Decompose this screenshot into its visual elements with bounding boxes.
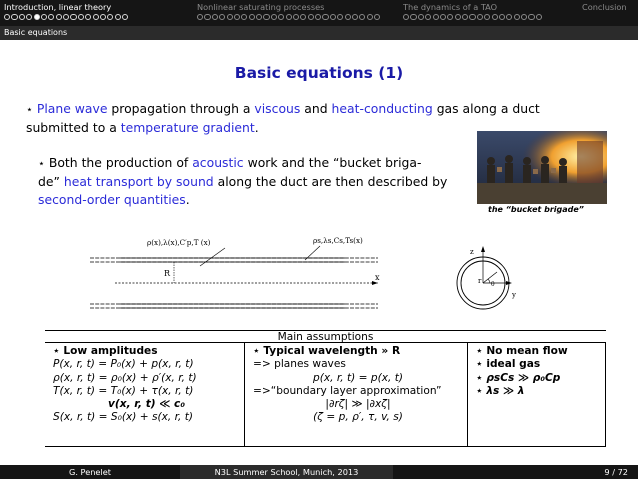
term-viscous: viscous [254, 101, 301, 116]
x-axis [115, 281, 378, 285]
nav-frame-dot[interactable] [315, 14, 321, 20]
nav-frame-dot[interactable] [322, 14, 328, 20]
nav-frame-dot[interactable] [4, 14, 10, 20]
y-axis-label: y [512, 291, 516, 299]
nav-frame-dot[interactable] [34, 14, 40, 20]
nav-frame-dot[interactable] [345, 14, 351, 20]
nav-frame-dot[interactable] [492, 14, 498, 20]
nav-frame-dot[interactable] [263, 14, 269, 20]
nav-frame-dot[interactable] [300, 14, 306, 20]
equation-temperature: T(x, r, t) = T₀(x) + τ(x, r, t) [53, 384, 194, 397]
equation-velocity: v(x, r, t) ≪ c₀ [108, 398, 185, 411]
assumption-conductivity: ⋆ λs ≫ λ [476, 384, 525, 397]
nav-frame-dot[interactable] [115, 14, 121, 20]
footer-page-number[interactable]: 9 / 72 [393, 465, 638, 479]
nav-frame-dot[interactable] [462, 14, 468, 20]
nav-frame-dot[interactable] [403, 14, 409, 20]
equation-zeta-definition: (ζ = p, ρ′, τ, v, s) [313, 411, 403, 424]
nav-frame-dot[interactable] [469, 14, 475, 20]
nav-frame-dot[interactable] [536, 14, 542, 20]
bullet-star-icon: ⋆ [26, 103, 33, 116]
assumption-heading-low-amplitudes: ⋆ Low amplitudes [53, 345, 158, 357]
assumptions-col-amplitudes [45, 343, 245, 446]
term-acoustic: acoustic [192, 155, 244, 170]
assumptions-title: Main assumptions [45, 330, 606, 343]
nav-frame-dot[interactable] [48, 14, 54, 20]
nav-frame-dots-introduction[interactable] [4, 14, 128, 23]
nav-frame-dot[interactable] [477, 14, 483, 20]
r-label: r [478, 277, 482, 285]
nav-frame-dot[interactable] [219, 14, 225, 20]
nav-frame-dot[interactable] [499, 14, 505, 20]
gas-properties-label: ρ(x),λ(x),C′p,T (x) [147, 238, 211, 247]
nav-frame-dot[interactable] [506, 14, 512, 20]
nav-frame-dot[interactable] [374, 14, 380, 20]
nav-frame-dot[interactable] [93, 14, 99, 20]
duct-cross-section [457, 246, 512, 309]
nav-frame-dot[interactable] [241, 14, 247, 20]
assumption-no-mean-flow: ⋆ No mean flow [476, 345, 568, 357]
equation-density: ρ(x, r, t) = ρ₀(x) + ρ′(x, r, t) [53, 371, 197, 384]
nav-section-introduction[interactable]: Introduction, linear theory [4, 2, 112, 12]
nav-frame-dot[interactable] [367, 14, 373, 20]
nav-frame-dot[interactable] [278, 14, 284, 20]
nav-section-nonlinear[interactable]: Nonlinear saturating processes [197, 2, 325, 12]
term-second-order: second-order quantities [38, 192, 186, 207]
nav-frame-dot[interactable] [308, 14, 314, 20]
nav-frame-dot[interactable] [227, 14, 233, 20]
nav-frame-dot[interactable] [352, 14, 358, 20]
frame-title: Basic equations (1) [234, 64, 404, 82]
assumptions-table [45, 330, 606, 447]
term-heat-transport: heat transport by sound [59, 174, 214, 189]
assumption-heat-capacity: ⋆ ρsCs ≫ ρ₀Cp [476, 371, 561, 384]
nav-frame-dot[interactable] [41, 14, 47, 20]
nav-frame-dot[interactable] [484, 14, 490, 20]
nav-frame-dot[interactable] [100, 14, 106, 20]
subsection-label[interactable]: Basic equations [4, 28, 68, 37]
nav-frame-dot[interactable] [70, 14, 76, 20]
x-axis-label: x [375, 273, 380, 282]
nav-frame-dot[interactable] [455, 14, 461, 20]
assumption-ideal-gas: ⋆ ideal gas [476, 358, 541, 371]
footer [0, 465, 638, 479]
nav-section-tao[interactable]: The dynamics of a TAO [403, 2, 498, 12]
nav-frame-dots-nonlinear[interactable] [197, 14, 380, 23]
equation-gradient-order: |∂rζ| ≫ |∂xζ| [325, 398, 391, 411]
top-navigation-bar [0, 0, 638, 26]
nav-frame-dot[interactable] [410, 14, 416, 20]
assumptions-col-wavelength [245, 343, 468, 446]
text-segment: gas along a duct [432, 101, 540, 116]
text-segment: and [300, 101, 332, 116]
nav-frame-dot[interactable] [271, 14, 277, 20]
assumptions-col-other [468, 343, 606, 446]
equation-pressure: P(x, r, t) = P₀(x) + p(x, r, t) [53, 358, 194, 371]
nav-frame-dot[interactable] [256, 14, 262, 20]
z-axis-label: z [470, 248, 474, 256]
assumption-boundary-layer: =>“boundary layer approximation” [253, 384, 442, 397]
gas-label-arrow [200, 248, 225, 266]
equation-entropy: S(x, r, t) = S₀(x) + s(x, r, t) [53, 411, 194, 424]
nav-frame-dot[interactable] [425, 14, 431, 20]
term-heat-conducting: heat-conducting [331, 101, 433, 116]
equation-plane-pressure: p(x, r, t) = p(x, t) [312, 371, 404, 384]
text-segment: de” [38, 174, 60, 189]
nav-frame-dot[interactable] [440, 14, 446, 20]
nav-frame-dot[interactable] [234, 14, 240, 20]
text-segment: along the duct are then described by [213, 174, 448, 189]
nav-frame-dot[interactable] [78, 14, 84, 20]
radius-label: R [164, 269, 171, 278]
nav-section-conclusion[interactable]: Conclusion [582, 2, 627, 12]
nav-frame-dot[interactable] [447, 14, 453, 20]
nav-frame-dot[interactable] [249, 14, 255, 20]
nav-frame-dot[interactable] [359, 14, 365, 20]
nav-frame-dot[interactable] [107, 14, 113, 20]
nav-frame-dots-tao[interactable] [403, 14, 542, 23]
nav-frame-dot[interactable] [293, 14, 299, 20]
nav-frame-dot[interactable] [528, 14, 534, 20]
nav-frame-dot[interactable] [85, 14, 91, 20]
text-segment: submitted to a [26, 120, 121, 135]
nav-frame-dot[interactable] [433, 14, 439, 20]
wall-properties-label: ρs,λs,Cs,Ts(x) [313, 236, 363, 245]
nav-frame-dot[interactable] [26, 14, 32, 20]
bullet-bucket-brigade [38, 154, 474, 209]
footer-event: N3L Summer School, Munich, 2013 [180, 465, 393, 479]
nav-frame-dot[interactable] [197, 14, 203, 20]
text-segment: . [185, 192, 190, 207]
theta-label: θ [491, 281, 495, 288]
duct-diagram [0, 230, 638, 325]
nav-frame-dot[interactable] [286, 14, 292, 20]
subsection-bar [0, 26, 638, 40]
footer-author: G. Penelet [0, 465, 180, 479]
bullet-star-icon: ⋆ [38, 157, 45, 170]
term-plane-wave: Plane wave [36, 101, 108, 116]
term-temperature-gradient: temperature gradient [120, 120, 255, 135]
photo-caption: the “bucket brigade” [488, 205, 584, 214]
nav-frame-dot[interactable] [122, 14, 128, 20]
nav-frame-dot[interactable] [19, 14, 25, 20]
text-segment: propagation through a [107, 101, 255, 116]
text-segment: work and the “bucket briga- [243, 155, 422, 170]
text-segment: . [254, 120, 259, 135]
nav-frame-dot[interactable] [418, 14, 424, 20]
nav-frame-dot[interactable] [11, 14, 17, 20]
nav-frame-dot[interactable] [212, 14, 218, 20]
nav-frame-dot[interactable] [521, 14, 527, 20]
nav-frame-dot[interactable] [204, 14, 210, 20]
bucket-brigade-image [477, 131, 607, 204]
nav-frame-dot[interactable] [63, 14, 69, 20]
nav-frame-dot[interactable] [514, 14, 520, 20]
assumption-heading-wavelength: ⋆ Typical wavelength » R [253, 345, 401, 357]
nav-frame-dot[interactable] [337, 14, 343, 20]
nav-frame-dot[interactable] [330, 14, 336, 20]
text-segment: Both the production of [48, 155, 193, 170]
nav-frame-dot[interactable] [56, 14, 62, 20]
assumption-plane-waves: => planes waves [253, 358, 346, 371]
